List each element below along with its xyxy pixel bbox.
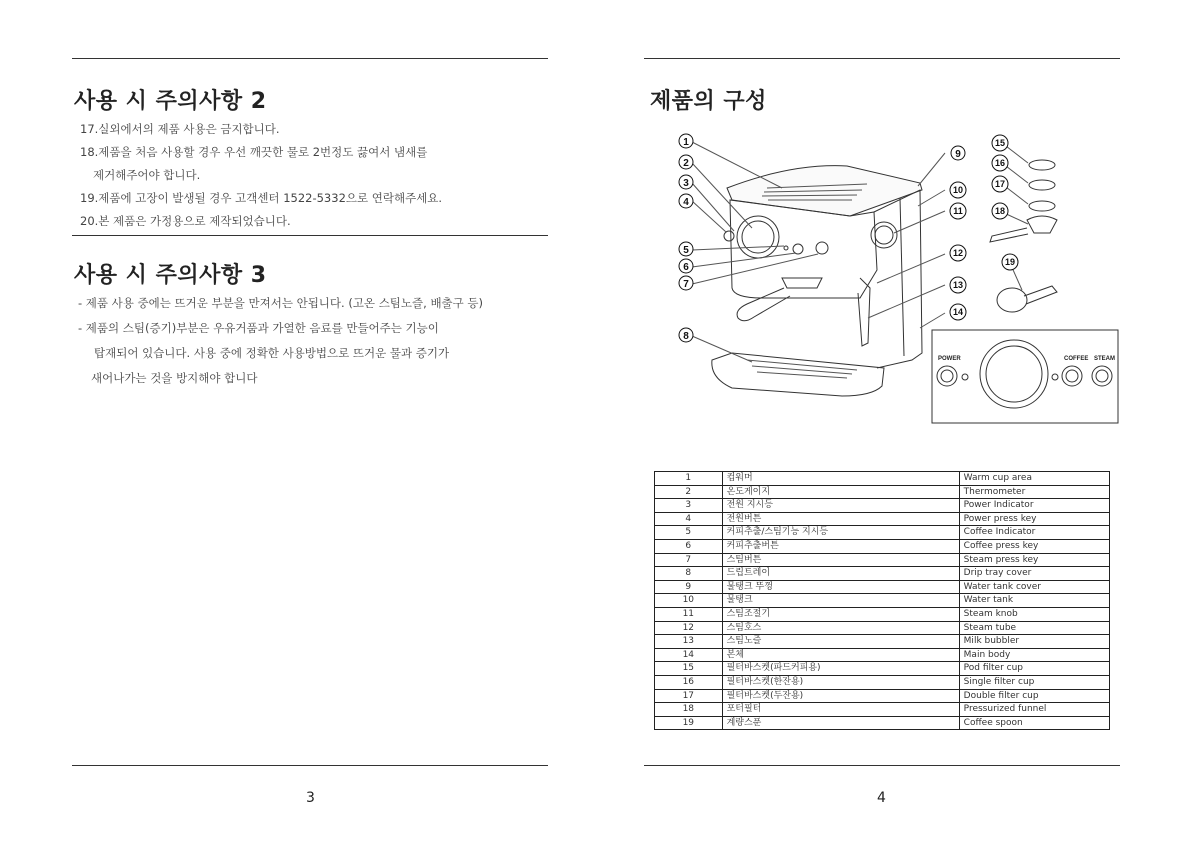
parts-table-row <box>655 635 1110 649</box>
parts-table-row <box>655 472 1110 486</box>
panel-label-power: POWER <box>938 356 961 362</box>
part-number: 2 <box>655 485 723 499</box>
svg-text:13: 13 <box>952 280 964 290</box>
part-name-korean: 필터바스켓(파드커피용) <box>722 662 959 676</box>
svg-text:8: 8 <box>683 331 689 342</box>
svg-text:6: 6 <box>683 262 689 273</box>
parts-table-row <box>655 594 1110 608</box>
callout-5 <box>679 242 693 256</box>
parts-table-row <box>655 553 1110 567</box>
part-name-english: Pressurized funnel <box>959 703 1109 717</box>
part-name-english: Single filter cup <box>959 675 1109 689</box>
callout-9 <box>951 146 965 160</box>
part-name-korean: 온도게이지 <box>722 485 959 499</box>
part-name-english: Main body <box>959 648 1109 662</box>
callout-16 <box>992 155 1008 171</box>
parts-table <box>654 471 1110 730</box>
parts-table-row <box>655 567 1110 581</box>
parts-table-row <box>655 716 1110 730</box>
svg-text:14: 14 <box>952 307 964 317</box>
single-filter-cup <box>1029 180 1055 190</box>
part-name-korean: 스팀버튼 <box>722 553 959 567</box>
callout-15 <box>992 135 1008 151</box>
svg-text:7: 7 <box>683 279 689 290</box>
right-top-rule <box>644 58 1120 59</box>
svg-text:18: 18 <box>994 206 1006 216</box>
part-name-korean: 스팀호스 <box>722 621 959 635</box>
section2-line: 19.제품에 고장이 발생될 경우 고객센터 1522-5332으로 연락해주세요. <box>80 191 443 205</box>
callout-4 <box>679 194 693 208</box>
part-name-korean: 필터바스켓(한잔용) <box>722 675 959 689</box>
svg-text:10: 10 <box>952 185 964 195</box>
power-button <box>724 231 734 241</box>
svg-text:12: 12 <box>952 248 964 258</box>
callout-12 <box>950 245 966 261</box>
parts-table-row <box>655 512 1110 526</box>
part-name-korean: 계량스푼 <box>722 716 959 730</box>
callout-14 <box>950 304 966 320</box>
parts-table-row <box>655 607 1110 621</box>
part-name-english: Steam knob <box>959 607 1109 621</box>
section3-line: 새어나가는 것을 방지해야 합니다 <box>91 371 258 385</box>
callout-3 <box>679 175 693 189</box>
part-name-english: Pod filter cup <box>959 662 1109 676</box>
part-name-english: Milk bubbler <box>959 635 1109 649</box>
part-name-korean: 물탱크 <box>722 594 959 608</box>
part-name-english: Drip tray cover <box>959 567 1109 581</box>
part-number: 14 <box>655 648 723 662</box>
section2-line: 18.제품을 처음 사용할 경우 우선 깨끗한 물로 2번정도 끓여서 냄새를 <box>80 145 428 159</box>
parts-table-row <box>655 580 1110 594</box>
coffee-spoon <box>997 288 1027 312</box>
callout-8 <box>679 328 693 342</box>
parts-table-row <box>655 526 1110 540</box>
part-number: 16 <box>655 675 723 689</box>
part-name-english: Coffee press key <box>959 539 1109 553</box>
part-name-korean: 전원버튼 <box>722 512 959 526</box>
part-number: 1 <box>655 472 723 486</box>
part-number: 5 <box>655 526 723 540</box>
section3-title: 사용 시 주의사항 3 <box>74 263 267 288</box>
section3-line: - 제품의 스팀(증기)부분은 우유거품과 가열한 음료를 만들어주는 기능이 <box>78 321 439 335</box>
double-filter-cup <box>1029 201 1055 211</box>
part-name-english: Coffee Indicator <box>959 526 1109 540</box>
svg-text:15: 15 <box>994 138 1006 148</box>
svg-text:5: 5 <box>683 245 689 256</box>
part-name-english: Steam tube <box>959 621 1109 635</box>
section3-text <box>78 291 483 391</box>
parts-table-row <box>655 499 1110 513</box>
portafilter-handle <box>737 288 790 321</box>
part-name-korean: 커피추출버튼 <box>722 539 959 553</box>
control-panel-inset <box>932 330 1118 423</box>
callout-19 <box>1002 254 1018 270</box>
part-number: 13 <box>655 635 723 649</box>
part-name-english: Coffee spoon <box>959 716 1109 730</box>
parts-table-row <box>655 621 1110 635</box>
left-bottom-rule <box>72 765 548 766</box>
section2-line: 20.본 제품은 가정용으로 제작되었습니다. <box>80 214 291 228</box>
part-name-korean: 커피추출/스팀기능 지시등 <box>722 526 959 540</box>
part-name-korean: 포터필터 <box>722 703 959 717</box>
panel-label-coffee: COFFEE <box>1064 356 1089 362</box>
part-number: 11 <box>655 607 723 621</box>
parts-table-row <box>655 689 1110 703</box>
part-number: 4 <box>655 512 723 526</box>
section2-line: 제거해주어야 합니다. <box>93 168 201 182</box>
section2-title: 사용 시 주의사항 2 <box>74 89 267 114</box>
part-number: 15 <box>655 662 723 676</box>
svg-text:19: 19 <box>1004 257 1016 267</box>
callout-2 <box>679 155 693 169</box>
part-name-korean: 물탱크 뚜껑 <box>722 580 959 594</box>
part-number: 8 <box>655 567 723 581</box>
part-number: 10 <box>655 594 723 608</box>
part-number: 3 <box>655 499 723 513</box>
part-name-english: Double filter cup <box>959 689 1109 703</box>
svg-text:4: 4 <box>683 197 689 208</box>
coffee-button <box>793 244 803 254</box>
parts-table-row <box>655 539 1110 553</box>
part-name-english: Water tank cover <box>959 580 1109 594</box>
steam-button <box>816 242 828 254</box>
machine-side <box>874 190 922 368</box>
part-name-korean: 컵워머 <box>722 472 959 486</box>
thermometer-dial <box>737 216 779 258</box>
right-bottom-rule <box>644 765 1120 766</box>
svg-text:1: 1 <box>683 137 689 148</box>
left-top-rule <box>72 58 548 59</box>
svg-text:16: 16 <box>994 158 1006 168</box>
callout-10 <box>950 182 966 198</box>
steam-wand <box>858 278 870 346</box>
callout-11 <box>950 203 966 219</box>
part-name-korean: 스팀노즐 <box>722 635 959 649</box>
part-name-korean: 본체 <box>722 648 959 662</box>
svg-text:17: 17 <box>994 179 1006 189</box>
part-number: 18 <box>655 703 723 717</box>
parts-table-row <box>655 675 1110 689</box>
part-number: 6 <box>655 539 723 553</box>
part-name-english: Thermometer <box>959 485 1109 499</box>
right-page-number: 4 <box>877 790 886 806</box>
part-name-english: Steam press key <box>959 553 1109 567</box>
section3-line: 탑재되어 있습니다. 사용 중에 정확한 사용방법으로 뜨거운 물과 증기가 <box>94 346 450 360</box>
left-middle-rule <box>72 235 548 236</box>
part-number: 7 <box>655 553 723 567</box>
part-name-korean: 드립트레이 <box>722 567 959 581</box>
svg-text:11: 11 <box>953 206 963 216</box>
parts-table-row <box>655 703 1110 717</box>
svg-text:2: 2 <box>683 158 689 169</box>
callout-17 <box>992 176 1008 192</box>
part-name-korean: 스팀조절기 <box>722 607 959 621</box>
panel-thermometer <box>980 340 1048 408</box>
part-name-korean: 필터바스켓(두잔용) <box>722 689 959 703</box>
callout-7 <box>679 276 693 290</box>
parts-table-row <box>655 485 1110 499</box>
callout-6 <box>679 259 693 273</box>
portafilter <box>990 216 1057 242</box>
part-number: 19 <box>655 716 723 730</box>
part-name-korean: 전원 지시등 <box>722 499 959 513</box>
callout-18 <box>992 203 1008 219</box>
parts-table-row <box>655 648 1110 662</box>
part-name-english: Power press key <box>959 512 1109 526</box>
svg-text:3: 3 <box>683 178 689 189</box>
section2-line: 17.실외에서의 제품 사용은 금지합니다. <box>80 122 280 136</box>
right-page-title: 제품의 구성 <box>650 89 767 114</box>
panel-label-steam: STEAM <box>1094 356 1115 362</box>
callout-1 <box>679 134 693 148</box>
part-name-english: Warm cup area <box>959 472 1109 486</box>
part-name-english: Power Indicator <box>959 499 1109 513</box>
parts-table-row <box>655 662 1110 676</box>
svg-text:9: 9 <box>955 149 961 160</box>
section2-text <box>80 118 442 233</box>
espresso-machine-diagram <box>672 128 1122 428</box>
part-number: 9 <box>655 580 723 594</box>
section3-line: - 제품 사용 중에는 뜨거운 부분을 만져서는 안됩니다. (고온 스팀노즐, 배출구 등) <box>78 296 484 310</box>
left-page-number: 3 <box>306 790 315 806</box>
part-number: 12 <box>655 621 723 635</box>
part-name-english: Water tank <box>959 594 1109 608</box>
callout-13 <box>950 277 966 293</box>
part-number: 17 <box>655 689 723 703</box>
pod-filter-cup <box>1029 160 1055 170</box>
